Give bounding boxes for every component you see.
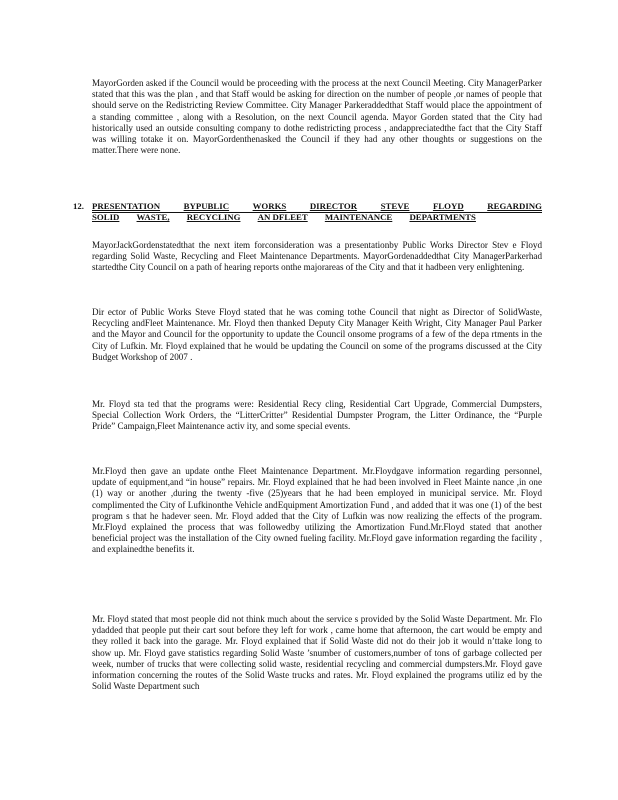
heading-word: PRESENTATION bbox=[92, 201, 161, 211]
heading-word: BYPUBLIC bbox=[183, 201, 230, 211]
heading-word: WASTE, bbox=[136, 212, 170, 223]
paragraph-fleet: Mr.Floyd then gave an update onthe Fleet Maintenance Department. Mr.Floydgave information regarding personnel, update of equipment,and “in house” repairs. Mr. Floyd explained that he had been involved in Fleet Mainte nance ,in one (1) way or another ,during the twenty -five (25)years that he had been employed in municipal service. Mr. Floyd complimented the City of Lufkinonthe Vehicle andEquipment Amortization Fund , and added that it was one (1) of the best program s that he hadever seen. Mr. Floyd added that the City of Lufkin was now realizing the effects of the program. Mr.Floyd explained the process that was followedby utilizing the Amortization Fund.Mr.Floyd stated that another beneficial project was the installation of the City owned fueling facility. Mr.Floyd gave information regarding the facility , and explainedthe benefits it. bbox=[92, 466, 542, 555]
heading-word: WORKS bbox=[252, 201, 287, 211]
paragraph-redistricting: MayorGorden asked if the Council would be proceeding with the process at the next Council Meeting. City ManagerParker stated that this was the plan , and that Staff would be asking for direction on the number of people ,or names of people that should serve on the Redistricting Review Committee. City Manager Parkeraddedthat Staff would place the appointment of a standing committee , along with a Resolution, on the next Council agenda. Mayor Gorden stated that the City had historically used an outside consulting company to dothe redistricting process , andappreciatedthe fact that the City Staff was willing totake it on. MayorGordenthenasked the Council if they had any other thoughts or suggestions on the matter.There were none. bbox=[92, 78, 542, 156]
heading-word: REGARDING bbox=[487, 201, 542, 211]
heading-divider bbox=[92, 212, 542, 213]
paragraph-programs: Mr. Floyd sta ted that the programs were: Residential Recy cling, Residential Cart Upgrade, Commercial Dumpsters, Special Collection Work Orders, the “LitterCritter” Residential Dumpster Program, the Litter Ordinance, the “Purple Pride” Campaign,Fleet Maintenance activ ity, and some special events. bbox=[92, 399, 542, 432]
item-heading-line-1 bbox=[92, 201, 542, 212]
heading-word: RECYCLING bbox=[186, 212, 241, 223]
item-number: 12. bbox=[73, 201, 84, 211]
item-heading-line-2 bbox=[92, 212, 542, 223]
heading-word: SOLID bbox=[92, 212, 120, 223]
paragraph-solid-waste: Mr. Floyd stated that most people did not think much about the service s provided by the Solid Waste Department. Mr. Flo ydadded that people put their cart sout before they left for work , came home that afternoon, the cart would be empty and they rolled it back into the garage. Mr. Floyd explained that if Solid Waste did not do their job it would n’ttake long to show up. Mr. Floyd gave statistics regarding Solid Waste ’snumber of customers,number of tons of garbage collected per week, number of trucks that were collecting solid waste, residential recycling and commercial dumpsters.Mr. Floyd gave information concerning the routes of the Solid Waste trucks and rates. Mr. Floyd explained the programs utiliz ed by the Solid Waste Department such bbox=[92, 614, 542, 692]
paragraph-director: Dir ector of Public Works Steve Floyd stated that he was coming tothe Council that night as Director of SolidWaste, Recycling andFleet Maintenance. Mr. Floyd then thanked Deputy City Manager Keith Wright, City Manager Paul Parker and the Mayor and Council for the opportunity to update the Council onsome programs of a few of the depa rtments in the City of Lufkin. Mr. Floyd explained that he would be updating the Council on some of the programs discussed at the City Budget Workshop of 2007 . bbox=[92, 307, 542, 362]
heading-word: DIRECTOR bbox=[309, 201, 358, 211]
heading-word: DEPARTMENTS bbox=[409, 212, 476, 223]
heading-word: MAINTENANCE bbox=[324, 212, 393, 223]
heading-word: STEVE bbox=[380, 201, 410, 211]
heading-word: FLOYD bbox=[432, 201, 464, 211]
paragraph-intro: MayorJackGordenstatedthat the next item forconsideration was a presentationby Public Works Director Stev e Floyd regarding Solid Waste, Recycling and Fleet Maintenance Departments. MayorGordenaddedthat City ManagerParkerhad startedthe City Council on a path of hearing reports onthe majorareas of the City and that it hadbeen very enlightening. bbox=[92, 240, 542, 273]
heading-word: AN DFLEET bbox=[257, 212, 308, 223]
